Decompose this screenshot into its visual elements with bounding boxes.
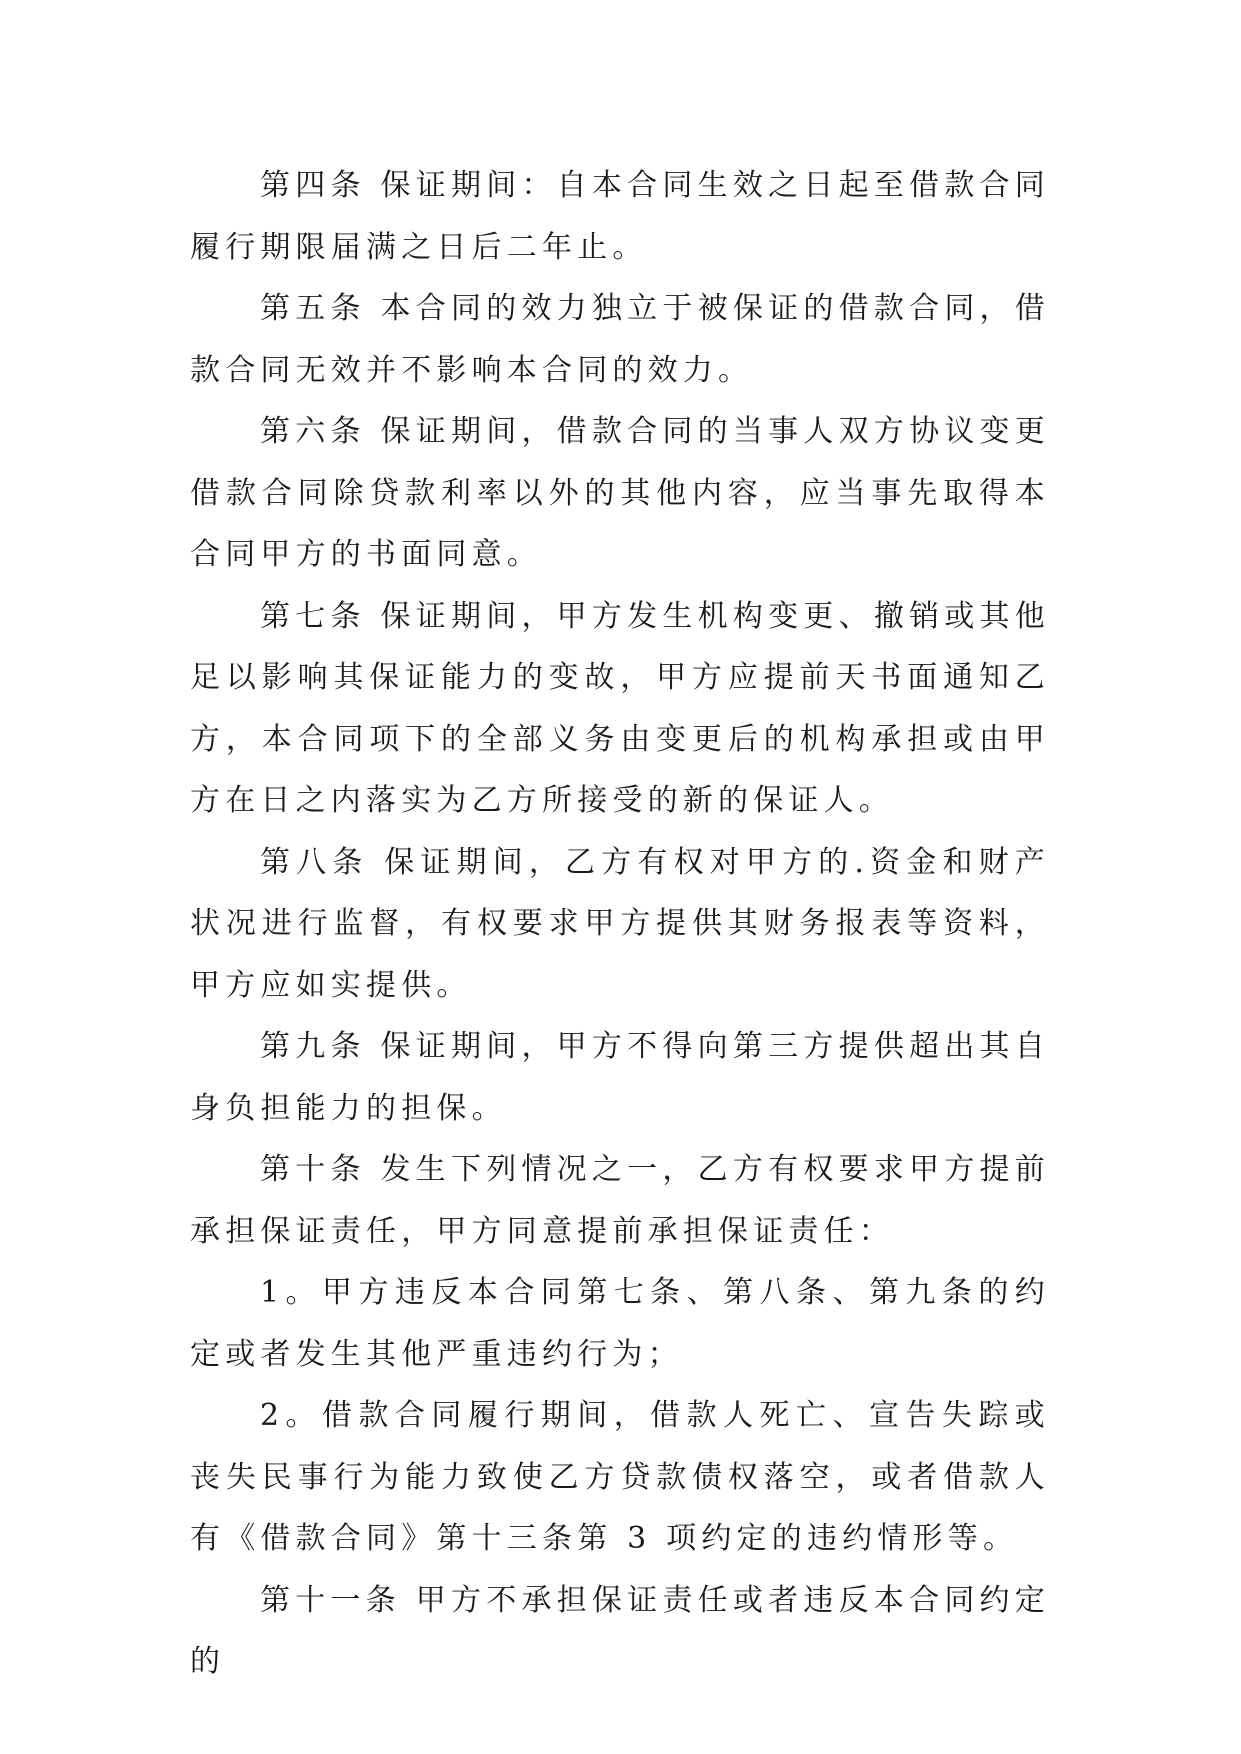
clause-10-item-1: 1。甲方违反本合同第七条、第八条、第九条的约定或者发生其他严重违约行为；	[190, 1275, 1050, 1372]
clause-9-paragraph: 第九条 保证期间，甲方不得向第三方提供超出其自身负担能力的担保。	[190, 1029, 1050, 1126]
clause-7-paragraph: 第七条 保证期间，甲方发生机构变更、撤销或其他足以影响其保证能力的变故，甲方应提前天书面通知乙方，本合同项下的全部义务由变更后的机构承担或由甲方在日之内落实为乙方所接受的新的保证人。	[190, 598, 1050, 818]
clause-10-paragraph: 第十条 发生下列情况之一，乙方有权要求甲方提前承担保证责任，甲方同意提前承担保证责任：	[190, 1152, 1050, 1249]
clause-5-paragraph: 第五条 本合同的效力独立于被保证的借款合同，借款合同无效并不影响本合同的效力。	[190, 291, 1050, 388]
clause-6-paragraph: 第六条 保证期间，借款合同的当事人双方协议变更借款合同除贷款利率以外的其他内容，应当事先取得本合同甲方的书面同意。	[190, 414, 1050, 572]
clause-8-paragraph: 第八条 保证期间，乙方有权对甲方的.资金和财产状况进行监督，有权要求甲方提供其财务报表等资料，甲方应如实提供。	[190, 844, 1050, 1003]
clause-4-paragraph: 第四条 保证期间：自本合同生效之日起至借款合同履行期限届满之日后二年止。	[190, 168, 1050, 265]
clause-11-paragraph: 第十一条 甲方不承担保证责任或者违反本合同约定的	[190, 1582, 1050, 1679]
contract-body	[190, 155, 1050, 1693]
clause-10-item-2: 2。借款合同履行期间，借款人死亡、宣告失踪或丧失民事行为能力致使乙方贷款债权落空，或者借款人有《借款合同》第十三条第 3 项约定的违约情形等。	[190, 1398, 1050, 1556]
